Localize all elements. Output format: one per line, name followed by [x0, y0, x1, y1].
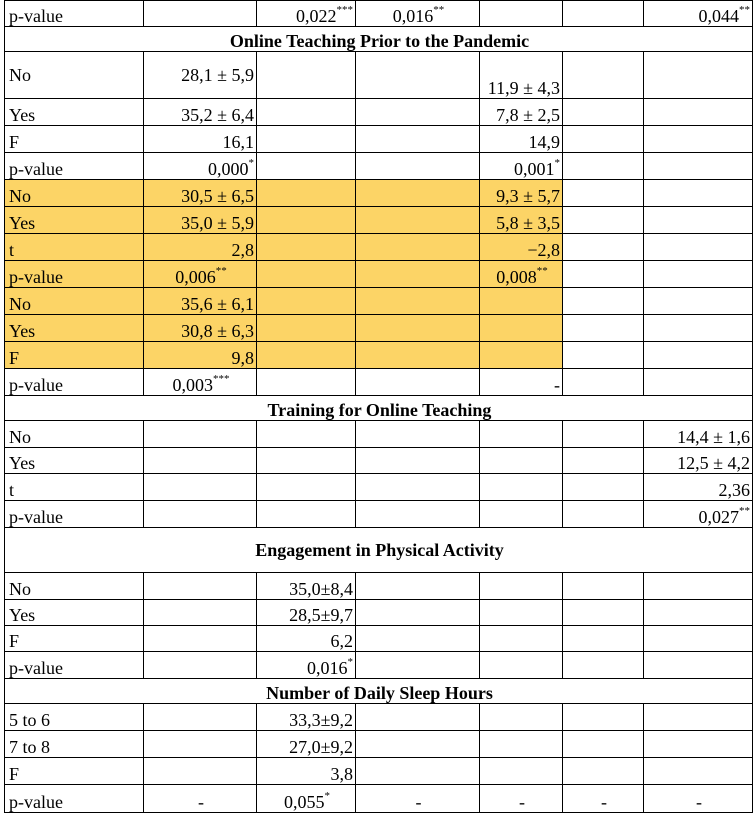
- table-cell: [644, 99, 753, 126]
- significance-marker: ***: [213, 373, 230, 385]
- cell-value: 2,8: [231, 240, 254, 260]
- row-label: [5, 315, 144, 342]
- table-row: [5, 261, 753, 288]
- cell-value: 0,055: [284, 792, 325, 812]
- cell-value: -: [696, 792, 702, 812]
- table-cell: [356, 421, 480, 448]
- cell-value: 14,9: [528, 132, 560, 152]
- table-cell: [563, 1, 644, 27]
- table-cell: [480, 234, 563, 261]
- results-table: [4, 0, 753, 813]
- table-cell: [480, 207, 563, 234]
- table-cell: [356, 704, 480, 731]
- row-label: [5, 234, 144, 261]
- cell-value: 9,8: [231, 348, 254, 368]
- table-cell: [356, 731, 480, 758]
- row-label: [5, 731, 144, 758]
- table-cell: [563, 180, 644, 207]
- table-row: [5, 573, 753, 600]
- row-label: [5, 369, 144, 396]
- significance-marker: **: [739, 4, 750, 16]
- table-row: [5, 52, 753, 99]
- cell-value: 7 to 8: [9, 737, 51, 757]
- cell-value: 16,1: [222, 132, 254, 152]
- table-row: [5, 731, 753, 758]
- table-row: [5, 626, 753, 652]
- table-cell: [356, 99, 480, 126]
- row-label: [5, 126, 144, 153]
- table-cell: [144, 731, 257, 758]
- table-cell: [644, 474, 753, 501]
- row-label: [5, 1, 144, 27]
- table-cell: [644, 421, 753, 448]
- section-heading: Training for Online Teaching: [5, 396, 753, 421]
- table-cell: [563, 785, 644, 813]
- table-cell: [480, 421, 563, 448]
- table-cell: [144, 99, 257, 126]
- table-row: [5, 234, 753, 261]
- table-cell: [644, 315, 753, 342]
- table-row: [5, 501, 753, 528]
- table-cell: [144, 600, 257, 626]
- cell-value: 30,8 ± 6,3: [181, 321, 254, 341]
- table-cell: [356, 785, 480, 813]
- table-row: [5, 369, 753, 396]
- table-cell: [480, 315, 563, 342]
- cell-value: 0,022: [296, 6, 337, 26]
- table-cell: [644, 652, 753, 679]
- table-cell: [144, 474, 257, 501]
- cell-value: p-value: [9, 507, 63, 527]
- table-cell: [144, 315, 257, 342]
- table-cell: [257, 421, 356, 448]
- table-cell: [356, 315, 480, 342]
- table-cell: [480, 731, 563, 758]
- table-cell: [144, 652, 257, 679]
- table-cell: [144, 288, 257, 315]
- table-cell: [563, 731, 644, 758]
- cell-value: F: [9, 764, 20, 784]
- table-cell: [563, 448, 644, 474]
- section-heading-row: [5, 396, 753, 421]
- table-cell: [480, 758, 563, 785]
- table-cell: [563, 758, 644, 785]
- cell-value: F: [9, 348, 20, 368]
- cell-value: 0,008: [496, 267, 537, 287]
- table-cell: [480, 1, 563, 27]
- table-cell: [257, 652, 356, 679]
- significance-marker: **: [433, 4, 445, 16]
- table-cell: [563, 342, 644, 369]
- significance-marker: *: [324, 790, 330, 802]
- table-cell: [257, 758, 356, 785]
- significance-marker: **: [215, 265, 227, 277]
- cell-value: p-value: [9, 6, 63, 26]
- table-cell: [257, 573, 356, 600]
- cell-value: t: [9, 480, 15, 500]
- table-cell: [356, 448, 480, 474]
- table-row: [5, 448, 753, 474]
- row-label: [5, 153, 144, 180]
- table-cell: [563, 288, 644, 315]
- table-cell: [356, 126, 480, 153]
- table-cell: [144, 704, 257, 731]
- table-cell: [644, 1, 753, 27]
- table-row: [5, 474, 753, 501]
- table-cell: [480, 501, 563, 528]
- cell-value: 5 to 6: [9, 710, 51, 730]
- cell-value: 0,044: [698, 6, 739, 26]
- row-label: [5, 785, 144, 813]
- table-cell: [144, 234, 257, 261]
- table-cell: [144, 369, 257, 396]
- table-row: [5, 600, 753, 626]
- table-cell: [563, 207, 644, 234]
- table-cell: [356, 342, 480, 369]
- cell-value: Yes: [9, 213, 36, 233]
- table-cell: [563, 421, 644, 448]
- table-cell: [563, 626, 644, 652]
- cell-value: 30,5 ± 6,5: [181, 186, 254, 206]
- results-table-body: [5, 1, 753, 813]
- table-cell: [563, 99, 644, 126]
- table-cell: [257, 626, 356, 652]
- table-cell: [257, 153, 356, 180]
- cell-value: -: [415, 792, 422, 812]
- table-cell: [644, 501, 753, 528]
- table-cell: [144, 421, 257, 448]
- cell-value: 35,0 ± 5,9: [181, 213, 254, 233]
- table-row: [5, 1, 753, 27]
- cell-value: 28,1 ± 5,9: [181, 65, 254, 85]
- table-cell: [144, 153, 257, 180]
- significance-marker: **: [739, 505, 750, 517]
- row-label: [5, 180, 144, 207]
- table-cell: [356, 369, 480, 396]
- row-label: [5, 421, 144, 448]
- row-label: [5, 52, 144, 99]
- table-row: [5, 288, 753, 315]
- cell-value: p-value: [9, 159, 63, 179]
- table-cell: [144, 448, 257, 474]
- table-cell: [644, 785, 753, 813]
- cell-value: 35,6 ± 6,1: [181, 294, 254, 314]
- cell-value: p-value: [9, 658, 63, 678]
- cell-value: Yes: [9, 105, 36, 125]
- table-cell: [356, 207, 480, 234]
- table-cell: [356, 153, 480, 180]
- table-cell: [563, 261, 644, 288]
- row-label: [5, 652, 144, 679]
- cell-value: 2,36: [718, 480, 750, 500]
- table-cell: [644, 207, 753, 234]
- table-cell: [644, 369, 753, 396]
- table-cell: [644, 704, 753, 731]
- cell-value: No: [9, 294, 31, 314]
- table-cell: [480, 126, 563, 153]
- cell-value: -: [601, 792, 607, 812]
- cell-value: 35,2 ± 6,4: [181, 105, 254, 125]
- table-cell: [356, 234, 480, 261]
- cell-value: 7,8 ± 2,5: [496, 105, 560, 125]
- table-row: [5, 180, 753, 207]
- table-cell: [257, 342, 356, 369]
- table-row: [5, 342, 753, 369]
- significance-marker: *: [347, 656, 353, 668]
- table-cell: [257, 704, 356, 731]
- cell-value: 0,016: [307, 658, 348, 678]
- table-cell: [257, 731, 356, 758]
- table-cell: [644, 180, 753, 207]
- table-cell: [144, 342, 257, 369]
- cell-value: 33,3±9,2: [289, 710, 353, 730]
- cell-value: 6,2: [330, 631, 353, 651]
- row-label: [5, 758, 144, 785]
- table-cell: [480, 448, 563, 474]
- table-cell: [480, 180, 563, 207]
- table-row: [5, 126, 753, 153]
- section-heading-row: [5, 679, 753, 704]
- cell-value: p-value: [9, 267, 63, 287]
- section-heading-row: [5, 27, 753, 52]
- table-cell: [356, 501, 480, 528]
- row-label: [5, 99, 144, 126]
- table-cell: [356, 573, 480, 600]
- table-cell: [563, 234, 644, 261]
- cell-value: p-value: [9, 792, 63, 812]
- table-cell: [257, 474, 356, 501]
- table-cell: [356, 758, 480, 785]
- table-cell: [257, 288, 356, 315]
- row-label: [5, 288, 144, 315]
- table-cell: [257, 126, 356, 153]
- table-cell: [144, 626, 257, 652]
- table-cell: [480, 342, 563, 369]
- table-cell: [644, 342, 753, 369]
- table-cell: [563, 153, 644, 180]
- table-cell: [644, 153, 753, 180]
- table-cell: [563, 704, 644, 731]
- cell-value: 0,003: [172, 375, 213, 395]
- table-row: [5, 704, 753, 731]
- table-cell: [257, 1, 356, 27]
- cell-value: No: [9, 186, 31, 206]
- table-cell: [480, 626, 563, 652]
- table-row: [5, 421, 753, 448]
- row-label: [5, 448, 144, 474]
- table-cell: [644, 234, 753, 261]
- table-cell: [644, 52, 753, 99]
- table-cell: [644, 126, 753, 153]
- table-cell: [563, 501, 644, 528]
- table-cell: [480, 52, 563, 99]
- table-cell: [563, 573, 644, 600]
- significance-marker: *: [554, 157, 560, 169]
- table-cell: [644, 731, 753, 758]
- cell-value: 0,016: [392, 6, 434, 26]
- table-cell: [144, 207, 257, 234]
- cell-value: 28,5±9,7: [289, 605, 353, 625]
- cell-value: Yes: [9, 605, 36, 625]
- cell-value: t: [9, 240, 15, 260]
- table-cell: [144, 180, 257, 207]
- table-cell: [480, 369, 563, 396]
- table-cell: [144, 785, 257, 813]
- table-cell: [563, 52, 644, 99]
- table-cell: [356, 474, 480, 501]
- table-cell: [257, 207, 356, 234]
- cell-value: Yes: [9, 453, 36, 473]
- table-cell: [144, 52, 257, 99]
- cell-value: 14,4 ± 1,6: [677, 427, 750, 447]
- table-cell: [480, 99, 563, 126]
- table-cell: [144, 573, 257, 600]
- cell-value: No: [9, 427, 31, 447]
- table-cell: [257, 261, 356, 288]
- table-cell: [644, 261, 753, 288]
- table-cell: [563, 652, 644, 679]
- table-row: [5, 652, 753, 679]
- row-label: [5, 626, 144, 652]
- cell-value: 27,0±9,2: [289, 737, 353, 757]
- table-cell: [356, 288, 480, 315]
- cell-value: No: [9, 579, 31, 599]
- table-cell: [257, 600, 356, 626]
- section-heading: Online Teaching Prior to the Pandemic: [5, 27, 753, 52]
- table-cell: [144, 1, 257, 27]
- row-label: [5, 704, 144, 731]
- table-cell: [480, 153, 563, 180]
- table-row: [5, 153, 753, 180]
- section-heading: Engagement in Physical Activity: [5, 528, 753, 573]
- cell-value: 12,5 ± 4,2: [677, 453, 750, 473]
- cell-value: −2,8: [527, 240, 560, 260]
- cell-value: p-value: [9, 375, 63, 395]
- table-cell: [644, 600, 753, 626]
- row-label: [5, 501, 144, 528]
- cell-value: -: [198, 792, 204, 812]
- table-cell: [356, 600, 480, 626]
- table-cell: [480, 261, 563, 288]
- table-row: [5, 207, 753, 234]
- table-cell: [356, 52, 480, 99]
- row-label: [5, 474, 144, 501]
- table-cell: [644, 448, 753, 474]
- cell-value: -: [519, 792, 525, 812]
- significance-marker: *: [248, 157, 254, 169]
- row-label: [5, 207, 144, 234]
- table-cell: [480, 474, 563, 501]
- cell-value: 0,027: [698, 507, 739, 527]
- table-cell: [144, 126, 257, 153]
- cell-value: 3,8: [330, 764, 353, 784]
- table-row: [5, 99, 753, 126]
- row-label: [5, 261, 144, 288]
- cell-value: 0,001: [514, 159, 555, 179]
- table-row: [5, 758, 753, 785]
- table-cell: [144, 261, 257, 288]
- row-label: [5, 573, 144, 600]
- section-heading-row: [5, 528, 753, 573]
- table-cell: [257, 180, 356, 207]
- cell-value: 0,006: [175, 267, 216, 287]
- table-cell: [257, 315, 356, 342]
- table-cell: [257, 369, 356, 396]
- table-cell: [257, 52, 356, 99]
- table-cell: [356, 180, 480, 207]
- significance-marker: ***: [336, 4, 353, 16]
- table-cell: [144, 758, 257, 785]
- table-cell: [480, 652, 563, 679]
- table-cell: [257, 785, 356, 813]
- table-cell: [257, 99, 356, 126]
- cell-value: Yes: [9, 321, 36, 341]
- significance-marker: **: [536, 265, 548, 277]
- row-label: [5, 342, 144, 369]
- table-cell: [563, 369, 644, 396]
- table-cell: [257, 501, 356, 528]
- table-cell: [257, 448, 356, 474]
- cell-value: 5,8 ± 3,5: [496, 213, 560, 233]
- section-heading: Number of Daily Sleep Hours: [5, 679, 753, 704]
- table-cell: [480, 600, 563, 626]
- table-cell: [563, 126, 644, 153]
- table-cell: [644, 573, 753, 600]
- table-row: [5, 785, 753, 813]
- table-cell: [480, 288, 563, 315]
- cell-value: 9,3 ± 5,7: [496, 186, 560, 206]
- table-cell: [644, 626, 753, 652]
- table-cell: [257, 234, 356, 261]
- table-cell: [480, 704, 563, 731]
- cell-value: 35,0±8,4: [289, 579, 353, 599]
- table-cell: [480, 573, 563, 600]
- table-cell: [356, 626, 480, 652]
- cell-value: F: [9, 631, 20, 651]
- table-cell: [563, 474, 644, 501]
- table-cell: [563, 600, 644, 626]
- table-cell: [144, 501, 257, 528]
- table-cell: [356, 652, 480, 679]
- cell-value: 11,9 ± 4,3: [487, 78, 560, 98]
- cell-value: No: [9, 65, 31, 85]
- table-cell: [356, 261, 480, 288]
- table-row: [5, 315, 753, 342]
- cell-value: F: [9, 132, 20, 152]
- table-cell: [563, 315, 644, 342]
- cell-value: 0,000: [208, 159, 249, 179]
- table-cell: [644, 288, 753, 315]
- table-cell: [644, 758, 753, 785]
- cell-value: -: [554, 375, 560, 395]
- row-label: [5, 600, 144, 626]
- table-cell: [480, 785, 563, 813]
- table-cell: [356, 1, 480, 27]
